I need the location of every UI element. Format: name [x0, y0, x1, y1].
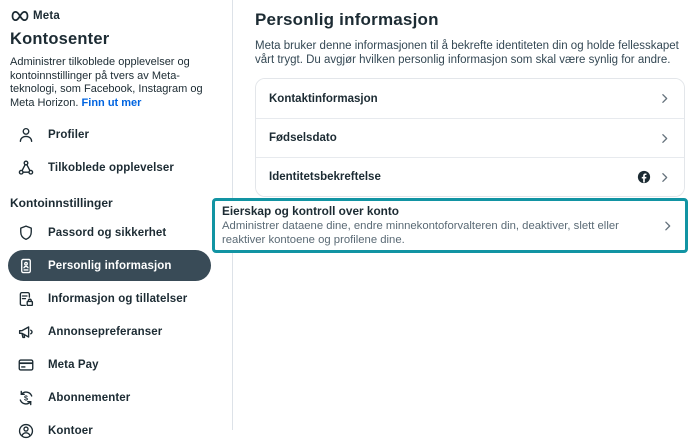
page-title: Personlig informasjon	[255, 10, 439, 29]
sidebar-item-abonnementer[interactable]	[8, 381, 232, 414]
sidebar-item-label: Profiler	[48, 128, 90, 141]
row-label: Identitetsbekreftelse	[269, 171, 381, 183]
sidebar-item-label: Kontoer	[48, 424, 93, 437]
chevron-right-icon	[658, 132, 671, 145]
id-card-icon	[17, 257, 35, 275]
sidebar-item-label: Personlig informasjon	[48, 259, 172, 272]
megaphone-icon	[17, 323, 35, 341]
row-fodselsdato[interactable]	[256, 118, 684, 157]
learn-more-link[interactable]: Finn ut mer	[81, 96, 142, 109]
sidebar-title: Kontosenter	[10, 30, 110, 48]
sidebar	[0, 0, 233, 437]
sidebar-item-kontoer[interactable]	[8, 414, 232, 447]
facebook-icon	[637, 170, 651, 184]
sidebar-item-label: Abonnementer	[48, 391, 131, 404]
person-icon	[17, 126, 35, 144]
row-identitetsbekreftelse[interactable]	[256, 157, 684, 196]
personal-info-card	[255, 78, 685, 197]
row-eierskap-og-kontroll-highlighted[interactable]	[212, 198, 688, 253]
meta-infinity-icon	[10, 10, 30, 22]
chevron-right-icon	[661, 219, 674, 232]
sidebar-item-label: Informasjon og tillatelser	[48, 292, 188, 305]
connected-experiences-icon	[17, 159, 35, 177]
document-lock-icon	[17, 290, 35, 308]
sidebar-item-label: Annonsepreferanser	[48, 325, 163, 338]
meta-logo	[10, 8, 232, 24]
sidebar-description-text: Administrer tilkoblede opplevelser og kontoinnstillinger på tvers av Meta-teknologi, som Facebook, Instagram og Meta Horizon.	[10, 56, 203, 109]
chevron-right-icon	[658, 92, 671, 105]
row-label: Fødselsdato	[269, 132, 337, 144]
sidebar-item-tilkoblede-opplevelser[interactable]	[8, 151, 232, 184]
sidebar-item-label: Tilkoblede opplevelser	[48, 161, 174, 174]
sidebar-nav-top	[8, 118, 232, 184]
chevron-right-icon	[658, 171, 671, 184]
sidebar-item-meta-pay[interactable]	[8, 348, 232, 381]
credit-card-icon	[17, 356, 35, 374]
row-label: Kontaktinformasjon	[269, 92, 378, 105]
sidebar-item-label: Meta Pay	[48, 358, 99, 371]
sidebar-item-annonsepreferanser[interactable]	[8, 315, 232, 348]
meta-logo-text: Meta	[33, 10, 61, 22]
subscriptions-icon	[17, 389, 35, 407]
row-kontaktinformasjon[interactable]	[256, 79, 684, 118]
sidebar-section-header: Kontoinnstillinger	[10, 196, 113, 210]
sidebar-item-passord-og-sikkerhet[interactable]	[8, 216, 232, 249]
account-circle-icon	[17, 422, 35, 440]
highlight-title: Eierskap og kontroll over konto	[222, 203, 399, 218]
sidebar-item-profiler[interactable]	[8, 118, 232, 151]
sidebar-item-label: Passord og sikkerhet	[48, 226, 167, 239]
sidebar-description	[10, 56, 214, 110]
sidebar-item-informasjon-og-tillatelser[interactable]	[8, 282, 232, 315]
highlight-text	[222, 204, 647, 248]
page-description: Meta bruker denne informasjonen til å bekrefte identiteten din og holde fellesskapet vårt trygt. Du avgjør hvilken personlig informasjon som skal være synlig for andre.	[255, 40, 679, 66]
sidebar-item-personlig-informasjon[interactable]	[8, 250, 211, 281]
highlight-description: Administrer dataene dine, endre minnekontoforvalteren din, deaktiver, slett eller reaktiver kontoene og profilene dine.	[222, 219, 619, 246]
svg-text:$: $	[24, 393, 28, 402]
sidebar-nav-settings	[8, 216, 232, 447]
shield-icon	[17, 224, 35, 242]
